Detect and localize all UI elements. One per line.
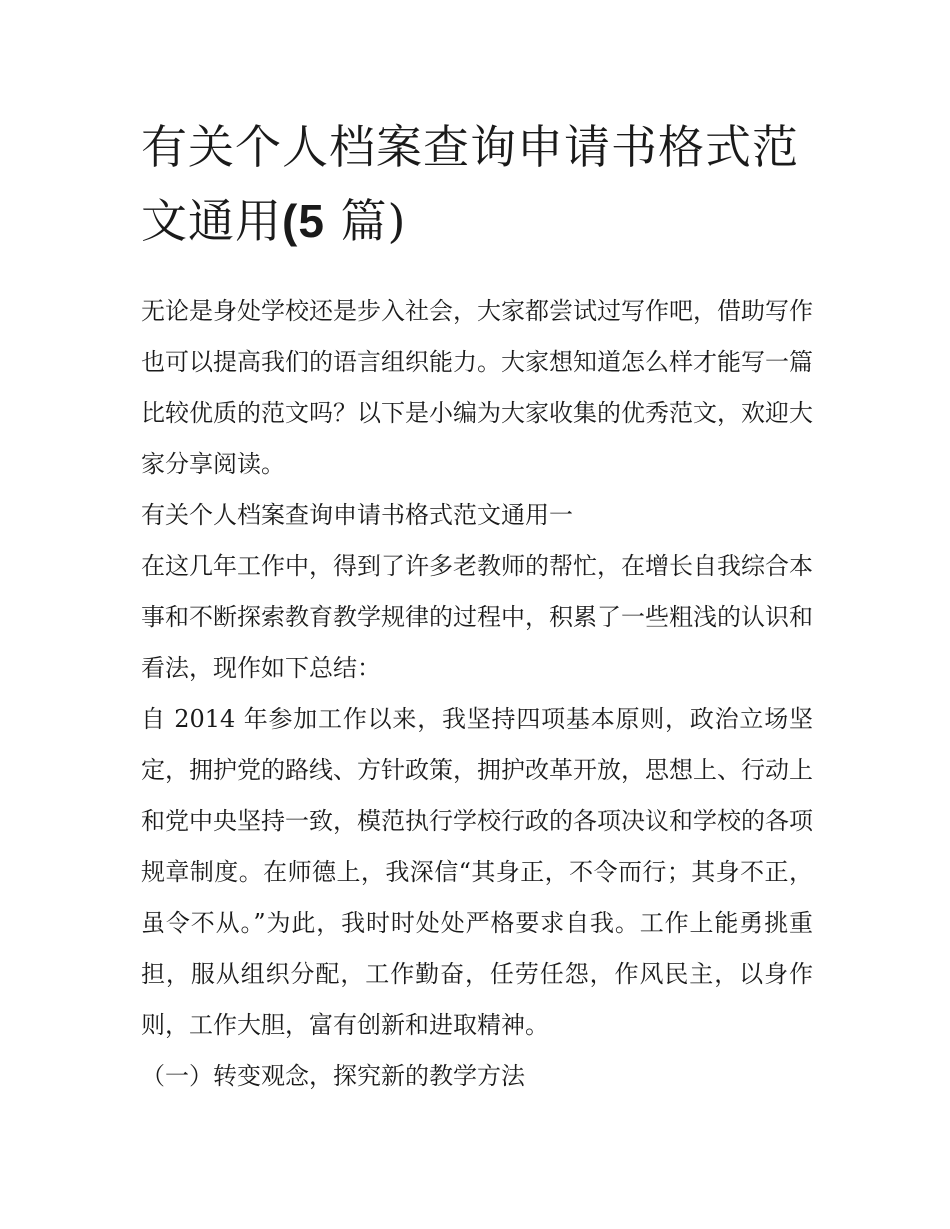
body-paragraph: 在这几年工作中，得到了许多老教师的帮忙，在增长自我综合本事和不断探索教育教学规律的过程中，积累了一些粗浅的认识和看法，现作如下总结： — [141, 552, 813, 682]
title-count: (5 — [282, 195, 325, 247]
document-title — [141, 110, 813, 258]
document-page — [141, 110, 813, 1102]
subsection-heading: （一）转变观念，探究新的教学方法 — [141, 1062, 525, 1090]
body-paragraph: 自 2014 年参加工作以来，我坚持四项基本原则，政治立场坚定，拥护党的路线、方针政策，拥护改革开放，思想上、行动上和党中央坚持一致，模范执行学校行政的各项决议和学校的各项规章制度。在师德上，我深信“其身正，不令而行；其身不正，虽令不从。”为此，我时时处处严格要求自我。工作上能勇挑重担，服从组织分配，工作勤奋，任劳任怨，作风民主，以身作则，工作大胆，富有创新和进取精神。 — [141, 705, 813, 1039]
section-heading: 有关个人档案查询申请书格式范文通用一 — [141, 501, 573, 529]
document-body — [141, 286, 813, 1102]
title-text: 有关个人档案查询申请书格式范文通用 — [141, 120, 799, 248]
title-suffix: 篇) — [324, 194, 407, 248]
intro-paragraph: 无论是身处学校还是步入社会，大家都尝试过写作吧，借助写作也可以提高我们的语言组织能力。大家想知道怎么样才能写一篇比较优质的范文吗？以下是小编为大家收集的优秀范文，欢迎大家分享阅读。 — [141, 297, 813, 478]
